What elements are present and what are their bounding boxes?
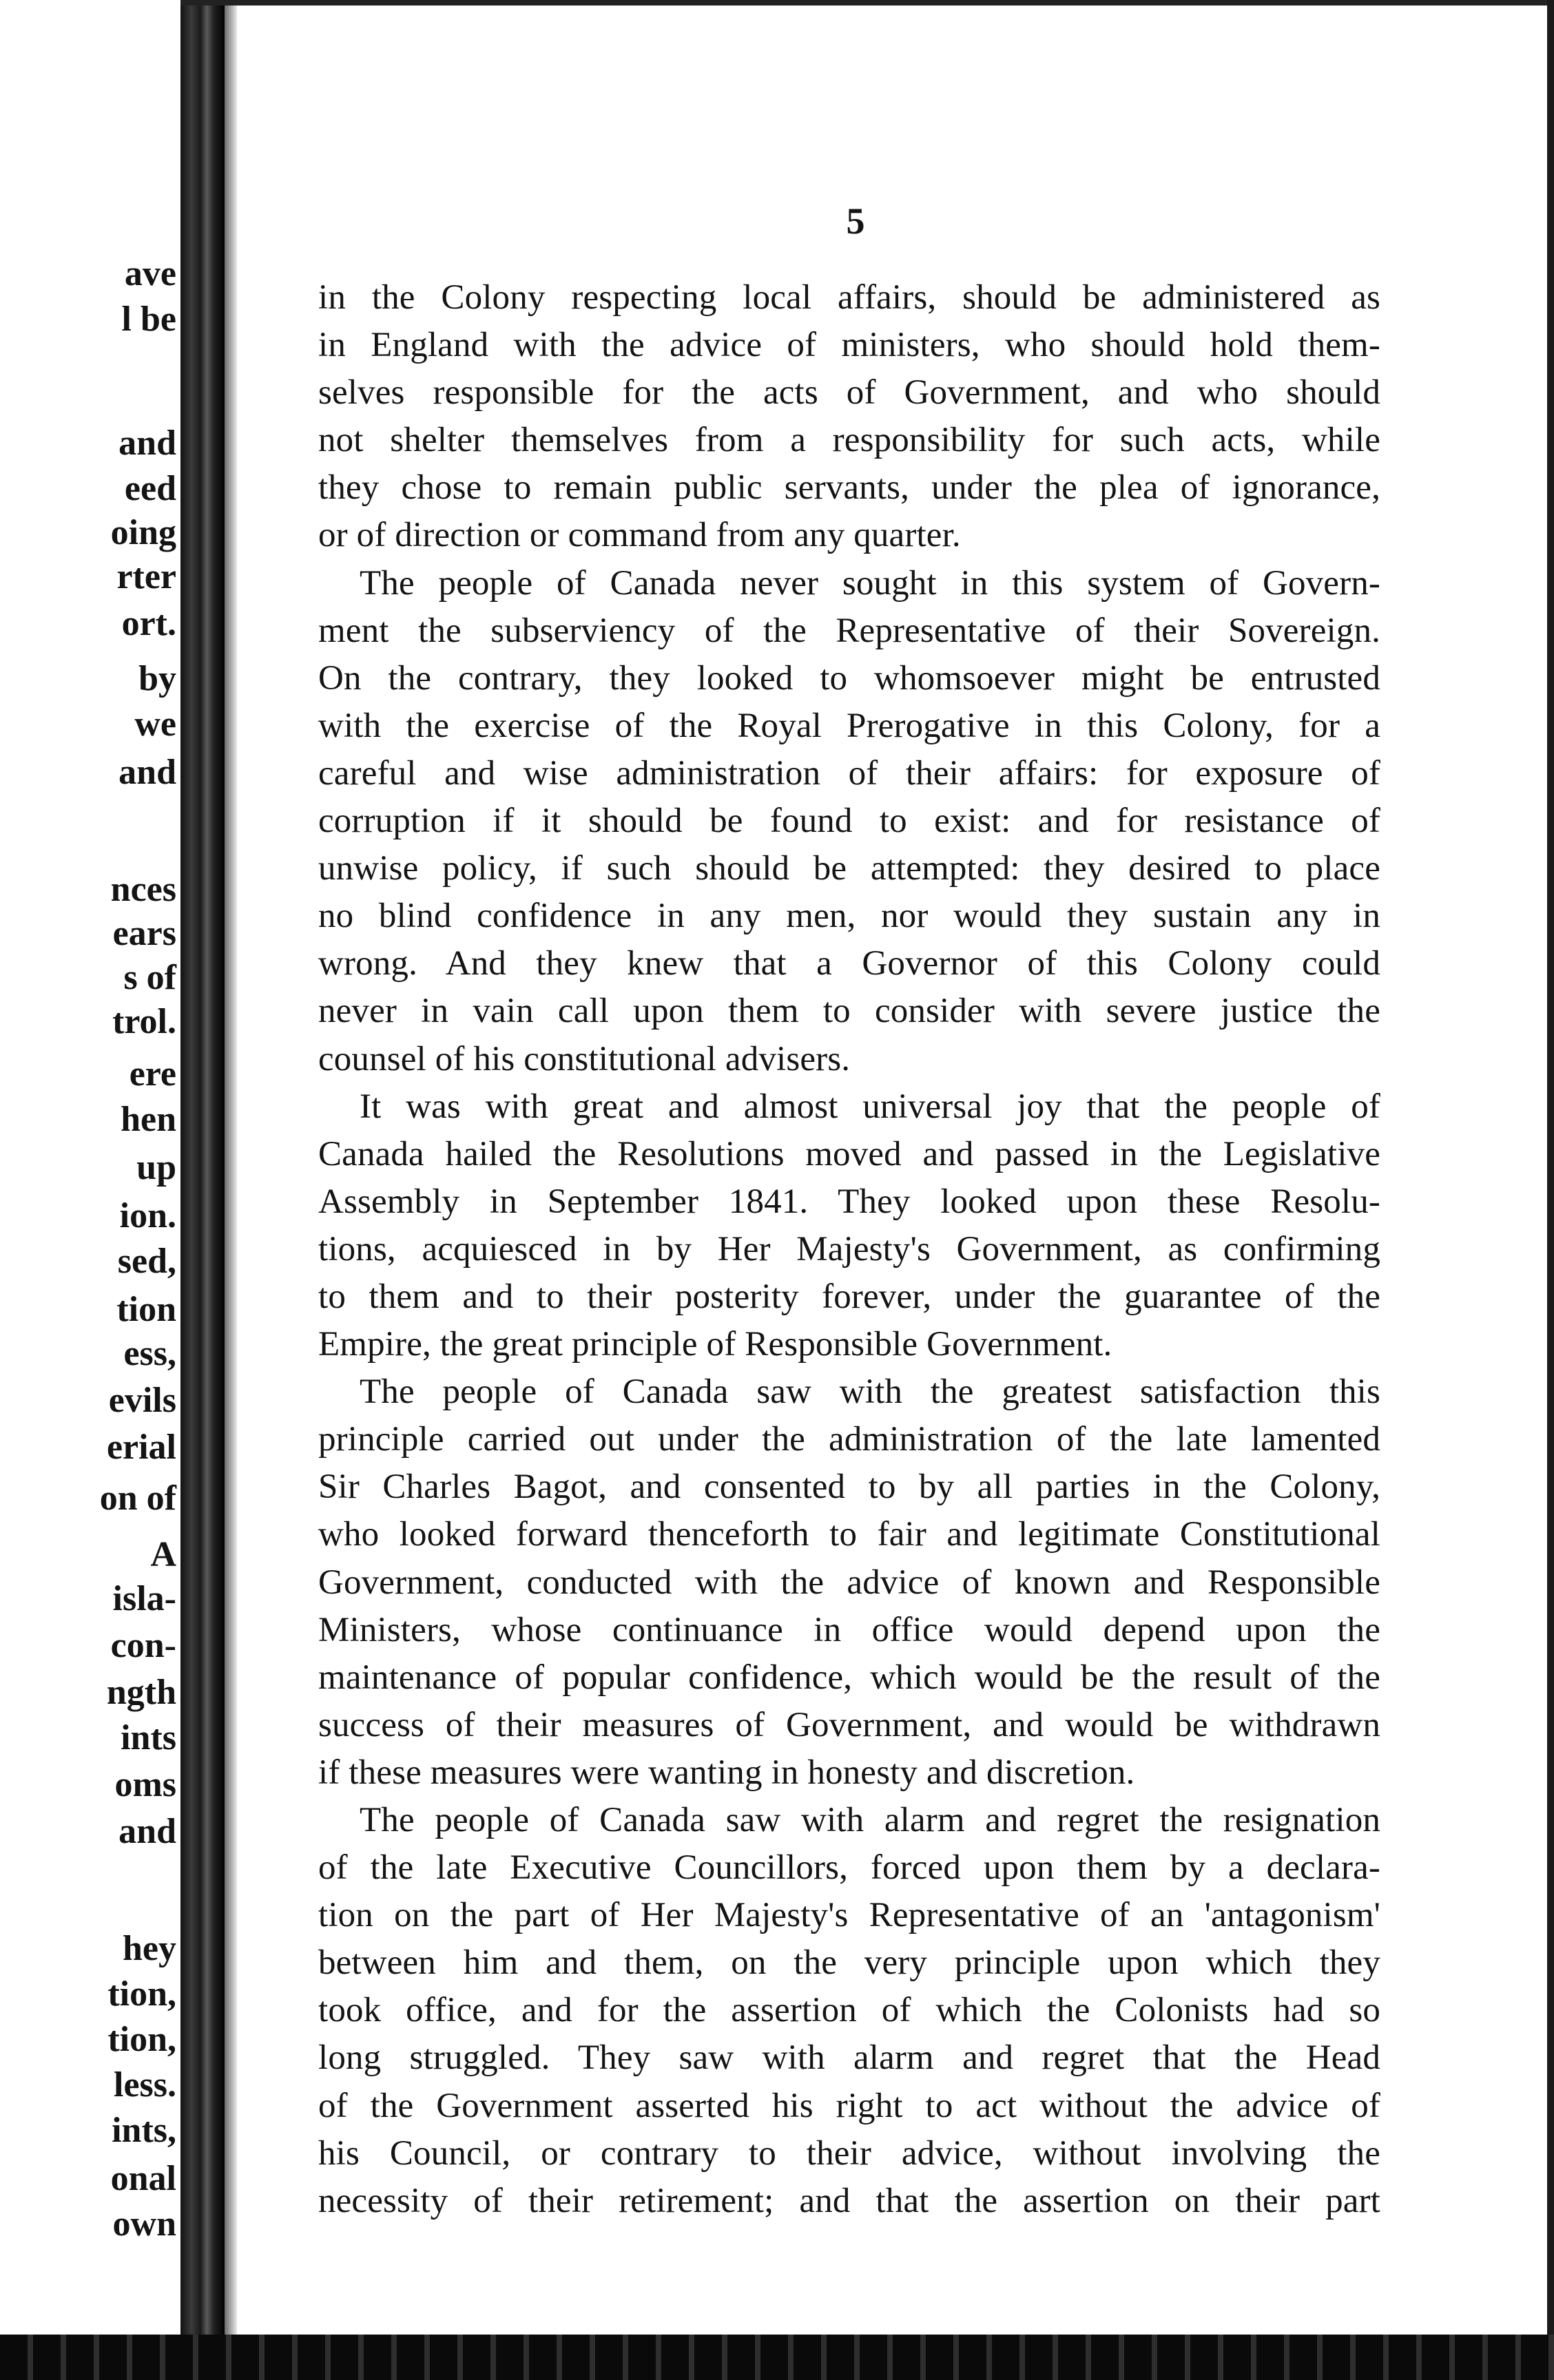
facing-page-fragment-text: tion,	[107, 1974, 176, 2014]
text-line: if these measures were wanting in honesty and discretion.	[318, 1753, 1135, 1792]
body-text	[318, 274, 1380, 2225]
facing-page-fragment-text: ears	[112, 914, 176, 953]
facing-page-fragment-text: ess,	[123, 1334, 176, 1373]
facing-page-fragment-text: ere	[129, 1054, 176, 1094]
book-gutter	[180, 0, 225, 2380]
facing-page-fragment-text: ion.	[119, 1196, 176, 1235]
facing-page-fragment-text: by	[138, 659, 176, 698]
facing-page-fragment-text: evils	[108, 1381, 176, 1420]
facing-page-fragment-text: eed	[124, 469, 176, 508]
facing-page-fragment-text: isla-	[112, 1579, 176, 1618]
facing-page-fragment-text: ints,	[112, 2111, 176, 2150]
text-line: in the Colony respecting local affairs, should be administered as	[318, 278, 1380, 317]
facing-page-fragment-text: ngth	[106, 1673, 176, 1712]
text-line: Government, conducted with the advice of known and Responsible	[318, 1563, 1380, 1602]
facing-page-fragment-text: up	[136, 1148, 176, 1187]
text-line: On the contrary, they looked to whomsoever might be entrusted	[318, 658, 1380, 698]
text-line: of the late Executive Councillors, forced upon them by a declara-	[318, 1848, 1380, 1888]
text-line: they chose to remain public servants, under the plea of ignorance,	[318, 468, 1380, 508]
facing-page-fragment-text: tion	[116, 1290, 176, 1329]
text-line: Ministers, whose continuance in office would depend upon the	[318, 1610, 1380, 1649]
facing-page-fragment-text: and	[118, 424, 176, 463]
text-line: Assembly in September 1841. They looked upon these Resolu-	[318, 1182, 1380, 1221]
text-line: wrong. And they knew that a Governor of this Colony could	[318, 944, 1380, 983]
text-line: It was with great and almost universal joy that the people of	[360, 1087, 1380, 1126]
text-line: long struggled. They saw with alarm and regret that the Head	[318, 2038, 1380, 2078]
text-line: success of their measures of Government, and would be withdrawn	[318, 1705, 1380, 1744]
text-line: in England with the advice of ministers, who should hold them-	[318, 326, 1380, 365]
text-line: never in vain call upon them to consider with severe justice the	[318, 992, 1380, 1031]
text-line: counsel of his constitutional advisers.	[318, 1039, 851, 1078]
facing-page-fragment-text: oms	[114, 1765, 176, 1804]
facing-page-fragment-text: hen	[121, 1100, 176, 1139]
text-line: selves responsible for the acts of Government, and who should	[318, 373, 1380, 413]
text-line: to them and to their posterity forever, under the guarantee of the	[318, 1277, 1380, 1316]
text-line: The people of Canada saw with alarm and regret the resignation	[360, 1801, 1380, 1839]
facing-page-fragment-text: A	[150, 1535, 176, 1574]
facing-page-fragment-text: erial	[106, 1428, 176, 1467]
facing-page-fragment-text: nces	[110, 870, 176, 909]
text-line: not shelter themselves from a responsibility for such acts, while	[318, 421, 1380, 460]
text-line: no blind confidence in any men, nor would they sustain any in	[318, 897, 1380, 936]
text-line: who looked forward thenceforth to fair and legitimate Constitutional	[318, 1515, 1380, 1554]
facing-page-fragment-text: s of	[123, 958, 176, 997]
text-line: Canada hailed the Resolutions moved and passed in the Legislative	[318, 1134, 1380, 1173]
text-line: or of direction or command from any quarter.	[318, 516, 961, 555]
text-line: Sir Charles Bagot, and consented to by all parties in the Colony,	[318, 1468, 1380, 1507]
facing-page-fragment-text: ints	[121, 1718, 176, 1757]
right-edge	[1547, 0, 1554, 2380]
text-line: between him and them, on the very principle upon which they	[318, 1943, 1380, 1983]
facing-page-fragment-text: rter	[116, 557, 176, 596]
bottom-edge	[0, 2335, 1554, 2380]
text-line: his Council, or contrary to their advice, without involving the	[318, 2133, 1380, 2173]
text-line: careful and wise administration of their affairs: for exposure of	[318, 753, 1380, 793]
facing-page-fragment-text: and	[118, 1812, 176, 1851]
text-line: Empire, the great principle of Responsible Government.	[318, 1325, 1112, 1364]
text-line: took office, and for the assertion of which the Colonists had so	[318, 1991, 1380, 2030]
text-line: maintenance of popular confidence, which would be the result of the	[318, 1658, 1380, 1697]
facing-page-fragment-text: ave	[124, 254, 176, 293]
facing-page-fragment-text: ort.	[121, 604, 176, 643]
facing-page-fragment-text: less.	[114, 2065, 176, 2105]
text-line: The people of Canada saw with the greatest satisfaction this	[360, 1372, 1380, 1412]
facing-page-fragment-text: tion,	[107, 2020, 176, 2059]
text-line: unwise policy, if such should be attempted: they desired to place	[318, 849, 1380, 888]
facing-page-fragment-text: sed,	[117, 1242, 176, 1281]
facing-page-fragment-text: l be	[121, 300, 176, 339]
facing-page-fragment-text: trol.	[112, 1002, 176, 1041]
facing-page-fragment-text: con-	[110, 1626, 176, 1665]
text-line: principle carried out under the administration of the late lamented	[318, 1420, 1380, 1459]
facing-page-fragment-text: oing	[110, 513, 176, 552]
facing-page-fragment-text: and	[118, 753, 176, 792]
text-line: of the Government asserted his right to act without the advice of	[318, 2086, 1380, 2125]
top-edge	[180, 0, 1554, 6]
text-line: tion on the part of Her Majesty's Representative of an 'antagonism'	[318, 1896, 1380, 1935]
facing-page-fragment-text: on of	[99, 1479, 176, 1518]
facing-page-fragment-text: onal	[110, 2159, 176, 2198]
text-line: corruption if it should be found to exist: and for resistance of	[318, 802, 1380, 841]
facing-page-fragment-text: we	[134, 704, 176, 744]
page-number: 5	[846, 200, 865, 242]
facing-page-fragment	[0, 0, 180, 2380]
facing-page-fragment-text: own	[112, 2204, 176, 2244]
text-line: ment the subserviency of the Representative of their Sovereign.	[318, 611, 1380, 650]
text-line: with the exercise of the Royal Prerogative in this Colony, for a	[318, 706, 1380, 745]
text-line: necessity of their retirement; and that the assertion on their part	[318, 2181, 1380, 2220]
text-line: tions, acquiesced in by Her Majesty's Government, as confirming	[318, 1229, 1380, 1269]
facing-page-fragment-text: hey	[123, 1929, 176, 1968]
page-edge-shadow	[225, 0, 237, 2380]
text-line: The people of Canada never sought in this system of Govern-	[360, 563, 1380, 603]
